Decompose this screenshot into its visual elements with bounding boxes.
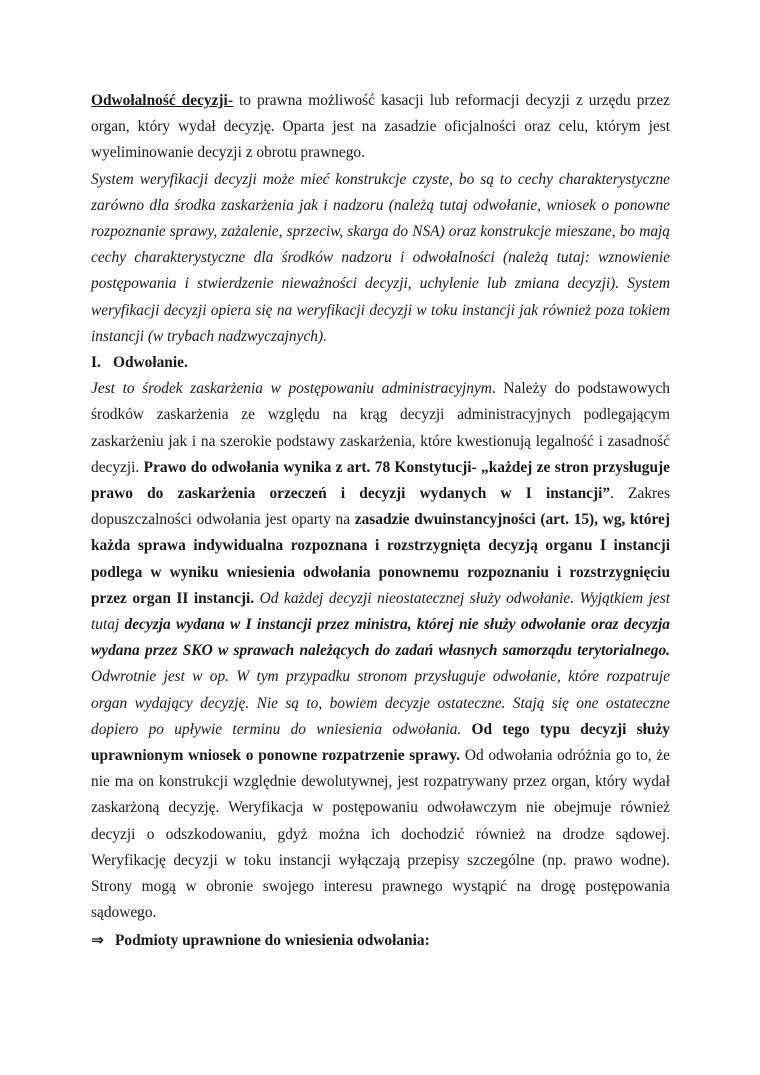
appeal-s9: Od tego typu decyzji służy uprawnionym wniosek o ponowne rozpatrzenie sprawy. xyxy=(91,720,670,765)
section-heading xyxy=(91,350,670,376)
appeal-s1: Jest to środek zaskarżenia w postępowaniu administracyjnym xyxy=(91,380,492,398)
appeal-s5: zasadzie dwuinstancyjności (art. 15), wg, której każda sprawa indywidualna rozpoznana i rozstrzygnięta decyzją organu I instancji podlega w wyniku wniesienia odwołania ponownemu rozpoznaniu i rozstrzygnięciu przez organ II instancji. xyxy=(91,511,670,607)
appeal-s4: . Zakres dopuszczalności odwołania jest oparty na xyxy=(91,485,670,529)
defined-term: Odwołalność decyzji- xyxy=(91,92,233,109)
document-body xyxy=(91,88,670,954)
appeal-s6: Od każdej decyzji nieostatecznej służy odwołanie. Wyjątkiem jest tutaj xyxy=(91,589,670,634)
appeal-s3: Prawo do odwołania wynika z art. 78 Konstytucji- „każdej ze stron przysługuje prawo do zaskarżenia orzeczeń i decyzji wydanych w I instancji” xyxy=(91,458,670,503)
double-arrow-icon: ⇒ xyxy=(91,930,104,949)
appeal-s10: Od odwołania odróżnia go to, że nie ma on konstrukcji względnie dewolutywnej, jest rozpatrywany przez organ, który wydał zaskarżoną decyzję. Weryfikacja w postępowaniu odwoławczym nie obejmuje również decyzji o odszkodowaniu, gdyż można ich dochodzić również na drodze sądowej. Weryfikację decyzji w toku instancji wyłączają przepisy szczególne (np. prawo wodne). Strony mogą w obronie swojego interesu prawnego wystąpić na drogę postępowania sądowego. xyxy=(91,747,671,922)
subheading-text: Podmioty uprawnione do wniesienia odwołania: xyxy=(115,931,430,949)
appeal-s7: decyzja wydana w I instancji przez ministra, której nie służy odwołanie oraz decyzja wydana przez SKO w sprawach należących do zadań własnych samorządu terytorialnego. xyxy=(91,616,670,660)
definition-text: to prawna możliwość kasacji lub reformacji decyzji z urzędu przez organ, który wydał decyzję. Oparta jest na zasadzie oficjalności oraz celu, którym jest wyeliminowanie decyzji z obrotu prawnego. xyxy=(91,92,671,162)
paragraph-definition xyxy=(91,88,670,167)
section-number: I. xyxy=(91,354,101,372)
appeal-s8: Odwrotnie jest w op. W tym przypadku stronom przysługuje odwołanie, które rozpatruje organ wydający decyzję. Nie są to, bowiem decyzje ostateczne. Stają się one ostateczne dopiero po upływie terminu do wniesienia odwołania. xyxy=(91,668,670,738)
appeal-s2: . Należy do podstawowych środków zaskarżenia ze względu na krąg decyzji administracyjnych podlegającym zaskarżeniu jak i na szerokie podstawy zaskarżenia, które kwestionują legalność i zasadność decyzji. xyxy=(91,380,670,476)
subheading xyxy=(91,927,670,954)
paragraph-verification-system: System weryfikacji decyzji może mieć konstrukcje czyste, bo są to cechy charakterystyczne zarówno dla środka zaskarżenia jak i nadzoru (należą tutaj odwołanie, wniosek o ponowne rozpoznanie sprawy, zażalenie, sprzeciw, skarga do NSA) oraz konstrukcje mieszane, bo mają cechy charakterystyczne dla środków nadzoru i odwołalności (należą tutaj: wznowienie postępowania i stwierdzenie nieważności decyzji, uchylenie lub zmiana decyzji). System weryfikacji decyzji opiera się na weryfikacji decyzji w toku instancji jak również poza tokiem instancji (w trybach nadzwyczajnych). xyxy=(91,170,670,345)
paragraph-appeal xyxy=(91,376,670,926)
section-title: Odwołanie. xyxy=(113,354,188,372)
